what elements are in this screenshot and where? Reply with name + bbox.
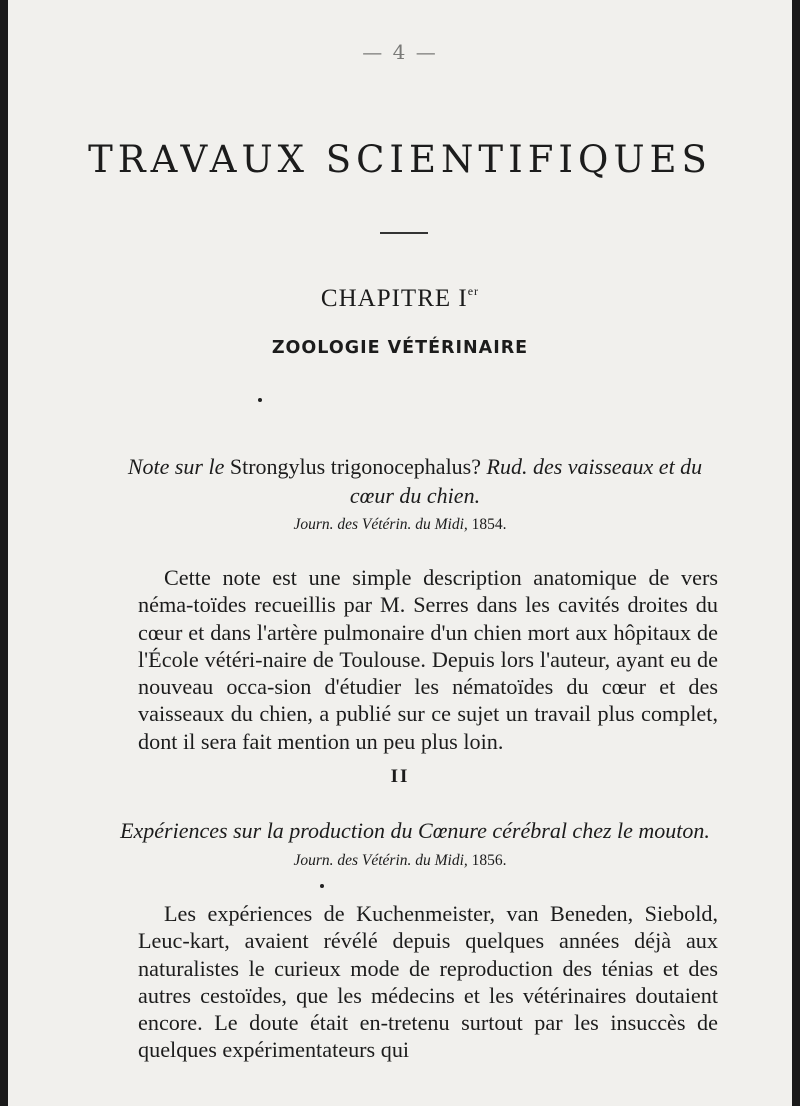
entry-source-1-journal: Journ. des Vétérin. du Midi, <box>293 516 468 533</box>
chapter-heading <box>8 284 792 313</box>
print-dot <box>320 884 324 888</box>
entry-title-1-part-c: Rud. des vaisseaux et du <box>486 454 703 479</box>
page-number: — 4 — <box>362 40 438 64</box>
print-dot <box>258 398 262 402</box>
entry-numeral-2: II <box>390 766 410 787</box>
chapter-label: CHAPITRE I <box>320 285 468 312</box>
entry-source-1 <box>8 516 792 534</box>
page-title: TRAVAUX SCIENTIFIQUES <box>88 138 712 181</box>
entry-source-2-journal: Journ. des Vétérin. du Midi, <box>293 852 468 869</box>
document-page <box>8 0 792 1106</box>
entry-title-1-species: Strongylus trigonocephalus? <box>229 454 482 479</box>
entry-title-1-line2: cœur du chien. <box>349 483 481 508</box>
entry-paragraph-2: Les expériences de Kuchenmeister, van Beneden, Siebold, Leuc-kart, avaient révélé depuis quelques années déjà aux naturalistes le curieux mode de reproduction des ténias et des autres cestoïdes, que les médecins et les vétérinaires doutaient encore. Le doute était en-tretenu surtout par les insuccès de quelques expérimentateurs qui <box>138 901 718 1063</box>
title-divider <box>380 232 428 234</box>
chapter-suffix: er <box>467 284 480 298</box>
entry-title-2: Expériences sur la production du Cœnure cérébral chez le mouton. <box>120 818 710 843</box>
entry-source-2-year: 1856. <box>471 852 507 869</box>
entry-source-2 <box>8 852 792 870</box>
section-heading: ZOOLOGIE VÉTÉRINAIRE <box>271 338 529 358</box>
entry-paragraph-1: Cette note est une simple description anatomique de vers néma-toïdes recueillis par M. Serres dans les cavités droites du cœur et dans l'artère pulmonaire d'un chien mort aux hôpitaux de l'École vétéri-naire de Toulouse. Depuis lors l'auteur, ayant eu de nouveau occa-sion d'étudier les nématoïdes du cœur et des vaisseaux du chien, a publié sur ce sujet un travail plus complet, dont il sera fait mention un peu plus loin. <box>138 565 718 754</box>
entry-title-1 <box>120 452 710 510</box>
entry-source-1-year: 1854. <box>471 516 507 533</box>
entry-title-1-part-a: Note sur le <box>127 454 225 479</box>
